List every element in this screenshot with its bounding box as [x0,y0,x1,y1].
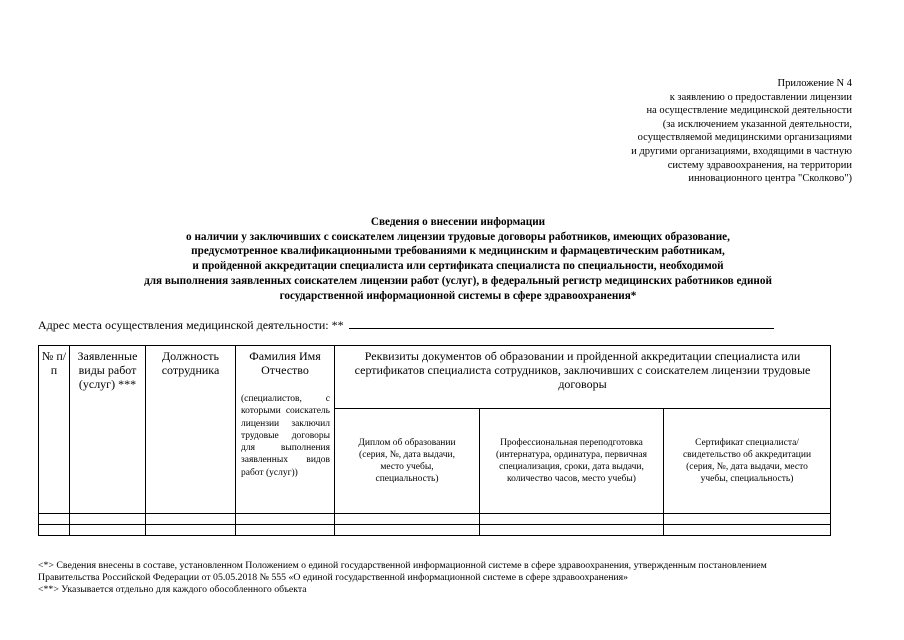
annex-line: и другими организациями, входящими в частную [631,145,852,157]
table-row [39,514,831,525]
fio-title: Фамилия Имя Отчество [249,349,321,377]
table-cell[interactable] [236,514,335,525]
table-cell[interactable] [236,525,335,536]
annex-header [552,77,852,186]
col-works-header: Заявленные виды работ (услуг) *** [70,346,146,514]
table-cell[interactable] [664,514,831,525]
annex-line: (за исключением указанной деятельности, [662,118,852,130]
table-cell[interactable] [480,514,664,525]
col-certificate-header: Сертификат специалиста/ свидетельство об аккредитации (серия, №, дата выдачи, место учебы, специальность) [664,409,831,514]
staff-table [38,345,831,536]
table-row [39,525,831,536]
title-line: для выполнения заявленных соискателем лицензии работ (услуг), в федеральный регистр медицинских работников единой [144,274,772,287]
table-cell[interactable] [335,514,480,525]
col-fio-header [236,346,335,514]
annex-line: к заявлению о предоставлении лицензии [669,91,852,103]
annex-line: Приложение N 4 [777,78,852,89]
col-requisites-header: Реквизиты документов об образовании и пройденной аккредитации специалиста или сертификатов специалиста сотрудников, заключивших с соискателем лицензии трудовые договоры [335,346,831,409]
document-title [60,215,856,303]
address-row [38,317,774,333]
table-cell[interactable] [335,525,480,536]
annex-line: инновационного центра "Сколково") [688,173,852,185]
table-cell[interactable] [480,525,664,536]
col-diploma-header: Диплом об образовании (серия, №, дата выдачи, место учебы, специальность) [335,409,480,514]
table-cell[interactable] [39,525,70,536]
footnote-line: Правительства Российской Федерации от 05.05.2018 № 555 «О единой государственной информационной системе в сфере здравоохранения» [38,572,629,584]
title-line: Сведения о внесении информации [370,216,546,228]
annex-line: систему здравоохранения, на территории [667,159,852,171]
title-line: о наличии у заключивших с соискателем лицензии трудовые договоры работников, имеющих образование, [186,230,730,243]
footnotes [38,560,858,597]
fio-note: (специалистов, с которыми соискатель лицензии заключил трудовые договоры для выполнения заявленных видов работ (услуг)) [241,394,330,478]
col-number-header: № п/п [39,346,70,514]
annex-line: на осуществление медицинской деятельности [646,105,852,117]
title-line: государственной информационной системы в сфере здравоохранения* [279,289,637,302]
footnote-line: <*> Сведения внесены в составе, установленном Положением о единой государственной информационной системе в сфере здравоохранения, утвержденным постановлением [38,560,767,571]
table-cell[interactable] [39,514,70,525]
table-cell[interactable] [70,525,146,536]
address-label: Адрес места осуществления медицинской деятельности: ** [38,318,344,332]
table-cell[interactable] [146,525,236,536]
footnote-line: <**> Указывается отдельно для каждого обособленного объекта [38,584,307,596]
table-cell[interactable] [70,514,146,525]
address-fill-line[interactable] [349,317,774,329]
table-header-row [39,346,831,409]
table-cell[interactable] [664,525,831,536]
title-line: и пройденной аккредитации специалиста или сертификата специалиста по специальности, необходимой [192,260,724,273]
col-retraining-header: Профессиональная переподготовка (интернатура, ординатура, первичная специализация, сроки, дата выдачи, количество часов, место учебы) [480,409,664,514]
title-line: предусмотренное квалификационными требованиями к медицинским и фармацевтическим работникам, [191,245,725,258]
table-cell[interactable] [146,514,236,525]
annex-line: осуществляемой медицинскими организациями [637,132,852,144]
col-position-header: Должность сотрудника [146,346,236,514]
